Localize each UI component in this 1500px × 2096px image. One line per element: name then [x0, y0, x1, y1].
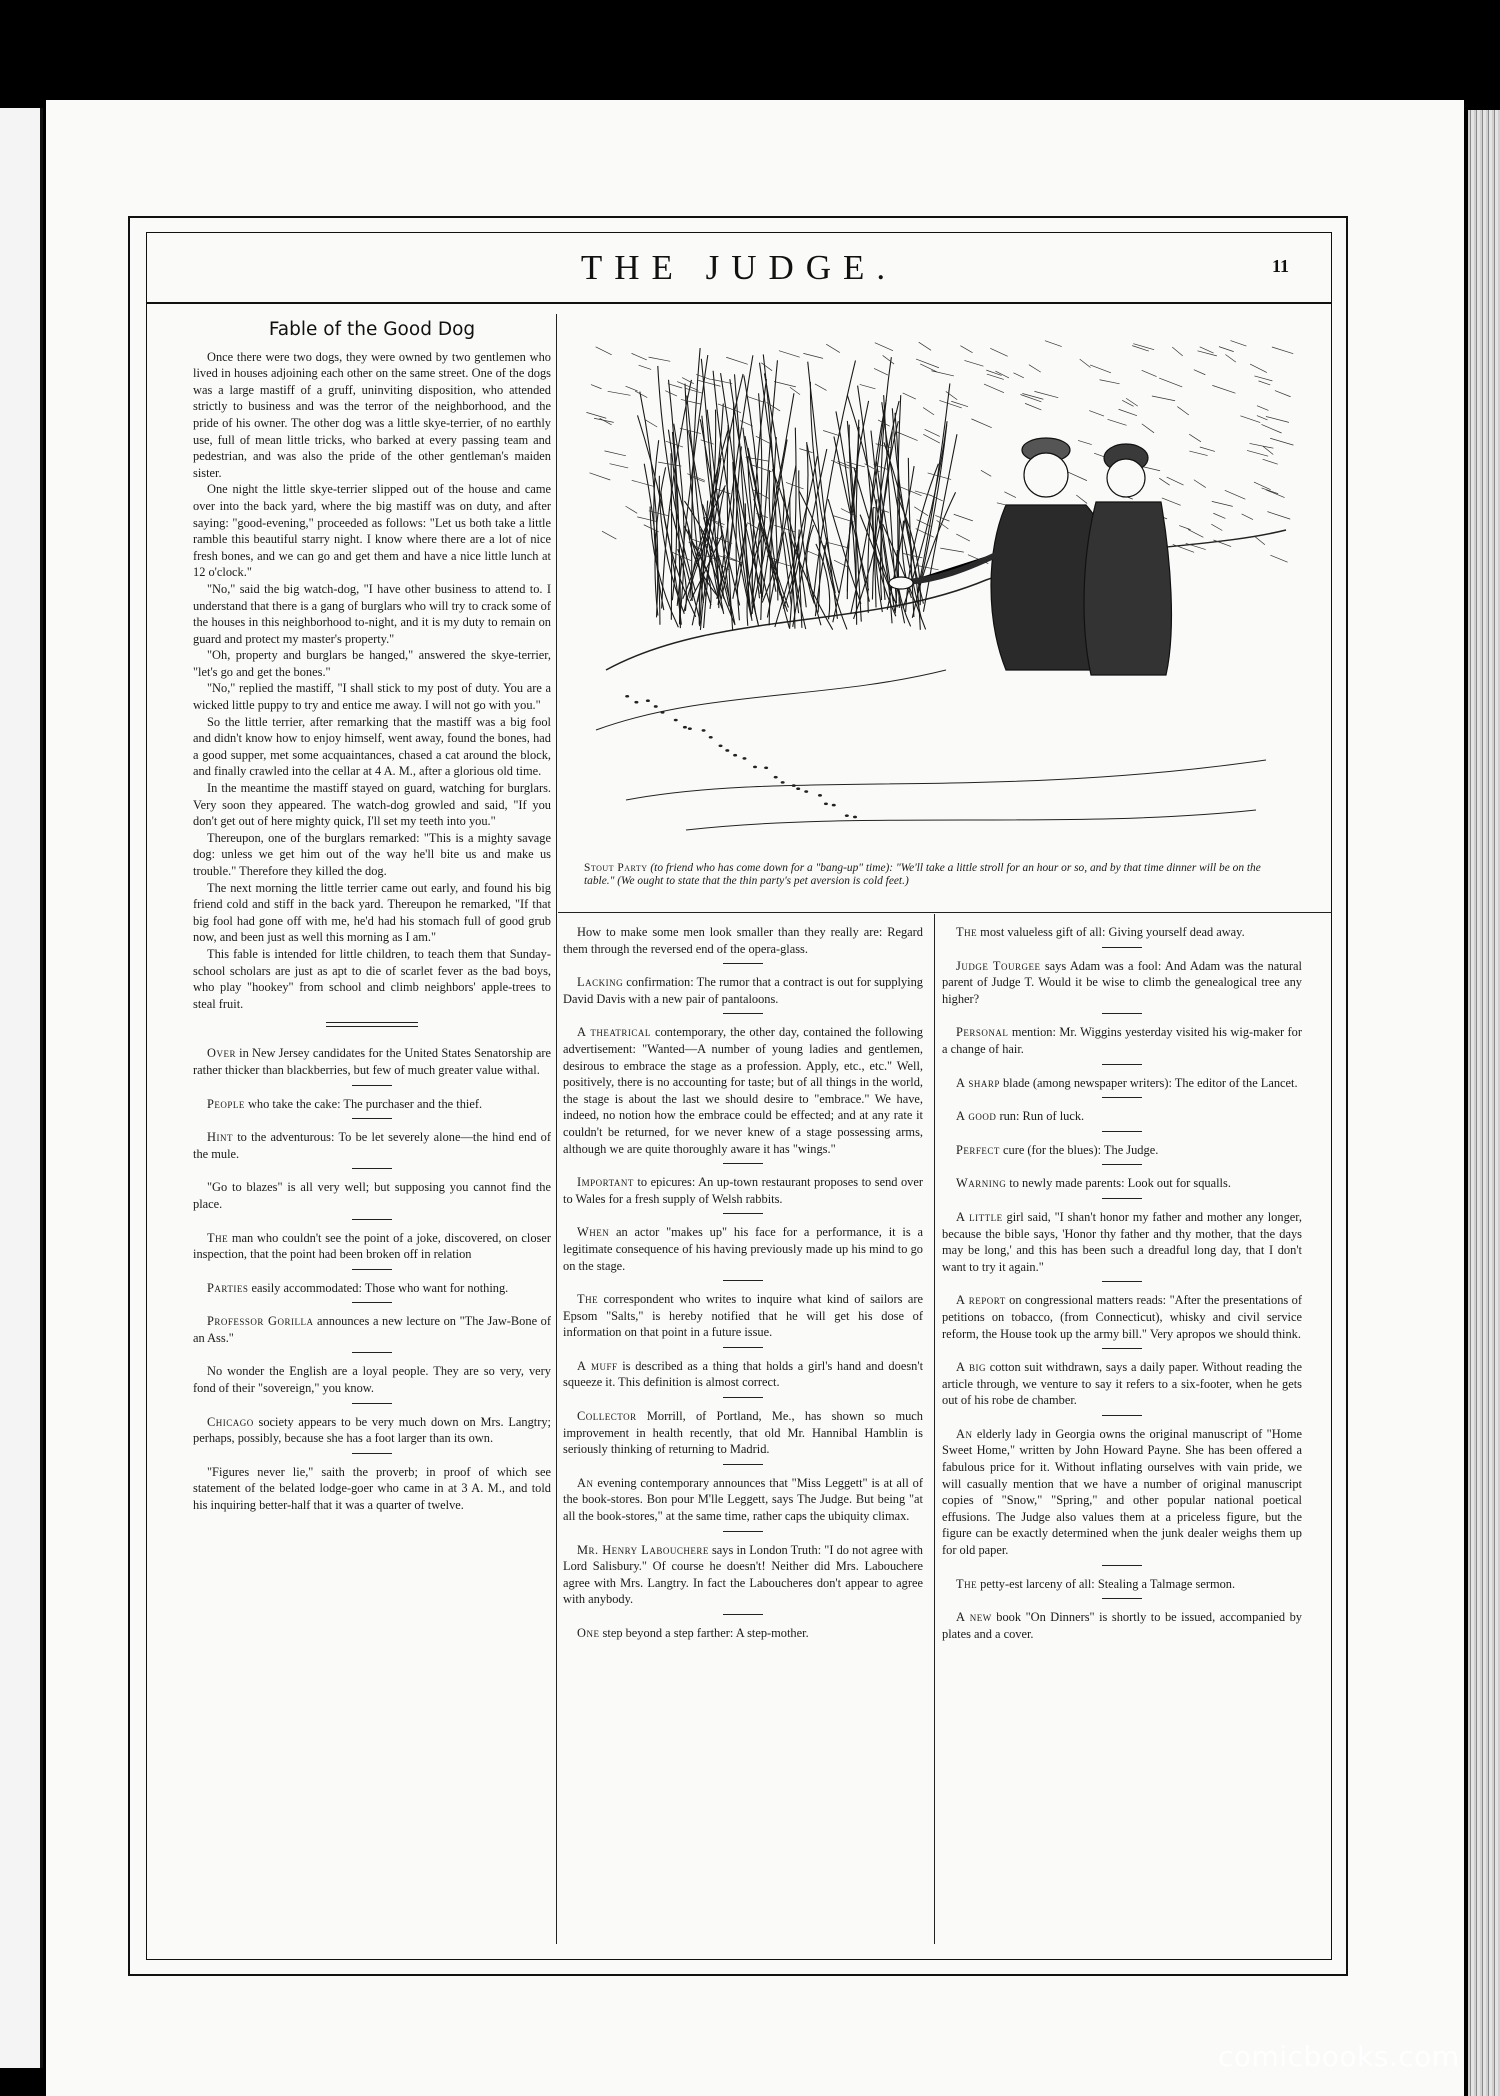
- paragraph: [563, 1024, 923, 1157]
- paragraph-text: says Adam was a fool: And Adam was the natural parent of Judge T. Would it be wise to climb the genealogical tree any higher?: [942, 958, 1302, 1006]
- paragraph: [563, 1291, 923, 1341]
- paragraph-text: easily accommodated: Those who want for nothing.: [248, 1280, 509, 1295]
- paragraph-lead: A report: [956, 1293, 1006, 1308]
- paragraph-lead: Parties: [207, 1280, 249, 1295]
- item-separator: [1102, 1198, 1142, 1199]
- illustration-bottom-rule: [558, 912, 1332, 913]
- paragraph-lead: A new: [956, 1610, 992, 1625]
- item-separator: [723, 1347, 763, 1348]
- paragraph: [193, 1363, 551, 1396]
- paragraph-text: mention: Mr. Wiggins yesterday visited his wig-maker for a change of hair.: [942, 1025, 1302, 1056]
- fable-paragraph: In the meantime the mastiff stayed on guard, watching for burglars. Very soon they appeared. The watch-dog growled and said, "If you don't get out of here mighty quick, I'll set my teeth into you.": [193, 781, 551, 829]
- paragraph: [193, 1464, 551, 1514]
- item-separator: [723, 1464, 763, 1465]
- paragraph-lead: A big: [956, 1360, 986, 1375]
- fable-title: Fable of the Good Dog: [268, 319, 476, 340]
- fable-paragraph: Thereupon, one of the burglars remarked: "This is a mighty savage dog: unless we get him out of the way he'll bite us and make us trouble." Therefore they killed the dog.: [193, 830, 551, 878]
- item-separator: [1102, 1348, 1142, 1349]
- paragraph-text: "Figures never lie," saith the proverb; in proof of which see statement of the belated lodge-goer who came in at 3 A. M., and told his inquiring better-half that it was a quarter of twelve.: [193, 1464, 551, 1513]
- paragraph-text: says in London Truth: "I do not agree with Lord Salisbury." Of course he doesn't! Neither did Mrs. Labouchere agree with Mrs. Langtry. In fact the Laboucheres don't appear to agree with anybody.: [563, 1542, 923, 1607]
- paragraph-lead: Hint: [207, 1130, 233, 1145]
- paragraph-lead: A sharp: [956, 1075, 1000, 1090]
- item-separator: [723, 1397, 763, 1398]
- paragraph-lead: Over: [207, 1046, 236, 1061]
- paragraph: [563, 1174, 923, 1207]
- paragraph-text: is described as a thing that holds a girl's hand and doesn't squeeze it. This definition is almost correct.: [563, 1358, 924, 1390]
- fable-body: [193, 349, 551, 1013]
- fable-paragraph: Once there were two dogs, they were owned by two gentlemen who lived in houses adjoining each other on the same street. One of the dogs was a large mastiff of a gruff, uninviting disposition, who attended strictly to business and was the terror of the neighborhood, and the pride of his owner. The other dog was a little skye-terrier, of no earthly use, full of mean little tricks, who barked at every passing team and pedestrian, and was also the pride of the other gentleman's maiden sister.: [193, 349, 551, 480]
- page-number: 11: [1272, 256, 1290, 276]
- paragraph-text: petty-est larceny of all: Stealing a Talmage sermon.: [977, 1576, 1236, 1591]
- paragraph: [563, 924, 923, 957]
- paragraph-text: most valueless gift of all: Giving yourself dead away.: [977, 925, 1245, 939]
- item-separator: [352, 1269, 392, 1270]
- paragraph: [942, 1024, 1302, 1057]
- fable-paragraph: "No," said the big watch-dog, "I have other business to attend to. I understand that there is a gang of burglars who will try to crack some of the houses in this neighborhood to-night, and it is my duty to remain on guard and protect my master's property.": [193, 581, 551, 646]
- paragraph-lead: The: [956, 925, 978, 939]
- item-separator: [723, 1013, 763, 1014]
- paragraph: [942, 1175, 1302, 1192]
- paragraph: [193, 1414, 551, 1447]
- item-separator: [1102, 1415, 1142, 1416]
- fable-paragraph: "Oh, property and burglars be hanged," answered the skye-terrier, "let's go and get the bones.": [193, 648, 551, 679]
- paragraph-text: man who couldn't see the point of a joke, discovered, on closer inspection, that the point had been broken off in relation: [193, 1230, 551, 1262]
- paragraph: [563, 1542, 923, 1608]
- item-separator: [352, 1302, 392, 1303]
- paragraph: [942, 1142, 1302, 1159]
- column-rule-right: [934, 914, 935, 1944]
- fable-paragraph: This fable is intended for little children, to teach them that Sunday-school scholars are just as apt to die of scarlet fever as the bad boys, who play "hookey" from school and climb neighbors' apple-trees to steal fruit.: [193, 946, 551, 1011]
- paragraph-lead: A theatrical: [577, 1025, 651, 1040]
- item-separator: [1102, 1131, 1142, 1132]
- item-separator: [352, 1118, 392, 1119]
- item-separator: [1102, 1281, 1142, 1282]
- paragraph: [942, 924, 1302, 941]
- paragraph-text: on congressional matters reads: "After the presentations of petitions on tobacco, (from Connecticut), whisky and civil service reform, the House took up the army bill." Very apropos we should think.: [942, 1293, 1303, 1341]
- paragraph-text: to the adventurous: To be let severely alone—the hind end of the mule.: [193, 1130, 551, 1161]
- paragraph-text: who take the cake: The purchaser and the thief.: [244, 1096, 483, 1111]
- paragraph-lead: A muff: [577, 1358, 618, 1373]
- paragraph-lead: A little: [956, 1209, 1003, 1224]
- paragraph: [942, 1108, 1302, 1125]
- paragraph-lead: The: [577, 1292, 599, 1307]
- paragraph: [193, 1179, 551, 1212]
- paragraph: [193, 1280, 551, 1297]
- item-separator: [1102, 1565, 1142, 1566]
- paragraph-lead: Mr. Henry Labouchere: [577, 1542, 709, 1557]
- paragraph-lead: When: [577, 1225, 610, 1240]
- paragraph: [942, 1609, 1302, 1642]
- paragraph-text: elderly lady in Georgia owns the original manuscript of "Home Sweet Home," written by John Howard Payne. She has been offered a fabulous price for it. Without inflating ourselves with vain pride, we will casually mention that we have a number of original manuscript copies of "Snow," "Spring," and other popular national poetical effusions. The Judge also values them at a priceless figure, but the figure can be exactly determined when the junk dealer weighs them up for old paper.: [942, 1426, 1302, 1558]
- paragraph: [942, 1359, 1302, 1409]
- masthead-rule: [146, 302, 1332, 304]
- paragraph-text: cure (for the blues): The Judge.: [999, 1142, 1159, 1157]
- paragraph: [193, 1313, 551, 1346]
- paragraph-lead: The: [207, 1230, 229, 1245]
- paragraph-lead: Judge Tourgee: [956, 958, 1041, 973]
- item-separator: [723, 1213, 763, 1214]
- paragraph-text: "Go to blazes" is all very well; but supposing you cannot find the place.: [193, 1180, 551, 1211]
- page-stack-edge: [1468, 110, 1500, 2096]
- paragraph-text: to epicures: An up-town restaurant proposes to send over to Wales for a fresh supply of Welsh rabbits.: [563, 1175, 923, 1206]
- paragraph-lead: Professor Gorilla: [207, 1314, 314, 1329]
- paragraph-lead: Collector: [577, 1409, 637, 1424]
- paragraph-lead: An: [577, 1475, 594, 1490]
- fable-paragraph: So the little terrier, after remarking that the mastiff was a big fool and didn't know how to enjoy himself, went away, found the bones, had a good supper, met some acquaintances, chased a cat around the block, and finally crawled into the cellar at 4 A. M., after a glorious old time.: [193, 714, 551, 779]
- thin-friend-figure: [1084, 444, 1171, 675]
- paragraph-text: society appears to be very much down on Mrs. Langtry; perhaps, possibly, because she has a foot larger than its own.: [193, 1414, 551, 1446]
- paragraph: [563, 1475, 923, 1525]
- paragraph: [942, 1209, 1302, 1275]
- paragraph-text: in New Jersey candidates for the United States Senatorship are rather thicker than blackberries, but few of much greater value withal.: [193, 1046, 551, 1077]
- paragraph-text: run: Run of luck.: [996, 1109, 1085, 1124]
- paragraph-lead: Important: [577, 1175, 634, 1190]
- column-2: [563, 924, 923, 1642]
- item-separator: [1102, 1013, 1142, 1014]
- paragraph-lead: An: [956, 1426, 973, 1441]
- item-separator: [1102, 1164, 1142, 1165]
- paragraph-lead: Chicago: [207, 1414, 254, 1429]
- paragraph: [563, 1358, 923, 1391]
- fable-paragraph: One night the little skye-terrier slipped out of the house and came over into the back yard, where the big mastiff was on duty, and after saying: "good-evening," proceeded as follows: "Let us both take a little ramble this beautiful starry night. I know where there are a lot of nice fresh bones, and we can go and get them and have a nice little lunch at 12 o'clock.": [193, 482, 551, 580]
- fable-paragraph: "No," replied the mastiff, "I shall stick to my post of duty. You are a wicked little puppy to try and entice me away. I will not go with you.": [193, 681, 551, 713]
- item-separator: [723, 1614, 763, 1615]
- column-1: [193, 319, 551, 1514]
- illustration-caption: [584, 862, 1280, 888]
- paragraph: [193, 1230, 551, 1263]
- section-divider: [326, 1022, 418, 1027]
- paragraph: [563, 1224, 923, 1274]
- caption-lead: Stout Party: [584, 862, 648, 874]
- paragraph-text: step beyond a step farther: A step-mother.: [599, 1626, 809, 1640]
- paragraph-text: Morrill, of Portland, Me., has shown so much improvement in health recently, that old Mr. Hannibal Hamblin is seriously thinking of returning to Madrid.: [563, 1409, 923, 1457]
- paragraph: [563, 1625, 923, 1642]
- paragraph: [563, 1408, 923, 1458]
- paragraph: [942, 1292, 1302, 1342]
- paragraph-text: evening contemporary announces that "Miss Leggett" is at all of the book-stores. Bon pour M'lle Leggett, says The Judge. But being "at all the book-stores," at the same time, rather caps the ubiquity climax.: [563, 1475, 923, 1524]
- fable-paragraph: The next morning the little terrier came out early, and found his big friend cold and stiff in the back yard. Thereupon he remarked, "If that big fool had gone off with me, he'd had his stomach full of good grub now, and been just as well this morning as I am.": [193, 880, 551, 945]
- snow-scene-illustration: [566, 330, 1296, 850]
- paragraph-text: girl said, "I shan't honor my father and mother any longer, because the bible says, 'Honor thy father and thy mother, that the days may be long,' and this has been such a dreadful long day, that I don't want to try it again.": [942, 1209, 1302, 1274]
- item-separator: [352, 1453, 392, 1454]
- item-separator: [352, 1168, 392, 1169]
- item-separator: [723, 1163, 763, 1164]
- paragraph: [942, 1075, 1302, 1092]
- paragraph: [942, 1576, 1302, 1593]
- paragraph-text: No wonder the English are a loyal people. They are so very, very fond of their "sovereign," you know.: [193, 1364, 551, 1396]
- paragraph-text: contemporary, the other day, contained the following advertisement: "Wanted—A number of young ladies and gentlemen, desirous to embrace the stage as a profession. Apply, etc., etc." Well, positively, there is no accounting for taste; but of all things in the world, the stage is about the last we should desire to "embrace." We have, indeed, no notion how the embrace could be effected; and at any rate it couldn't be returned, for we never knew of a stage possessing arms, although we are quite thoroughly aware it has "wings.": [563, 1025, 923, 1156]
- item-separator: [723, 1531, 763, 1532]
- paragraph-text: book "On Dinners" is shortly to be issued, accompanied by plates and a cover.: [942, 1610, 1303, 1641]
- paragraph-text: blade (among newspaper writers): The editor of the Lancet.: [999, 1075, 1298, 1090]
- paragraph: [193, 1096, 551, 1113]
- paragraph-lead: A good: [956, 1109, 997, 1124]
- paragraph-text: correspondent who writes to inquire what kind of sailors are Epsom "Salts," is hereby notified that he will get his dose of information on that point in a future issue.: [563, 1292, 923, 1340]
- paragraph-lead: Lacking: [577, 975, 624, 990]
- paragraph-lead: One: [577, 1626, 600, 1640]
- col1-paragraphs: [193, 1045, 551, 1513]
- paragraph: [193, 1129, 551, 1162]
- paragraph-text: announces a new lecture on "The Jaw-Bone of an Ass.": [193, 1314, 551, 1345]
- item-separator: [352, 1219, 392, 1220]
- item-separator: [352, 1403, 392, 1404]
- item-separator: [723, 1280, 763, 1281]
- item-separator: [1102, 1064, 1142, 1065]
- paragraph-lead: Personal: [956, 1025, 1009, 1040]
- paragraph: [942, 958, 1302, 1008]
- paragraph: [563, 974, 923, 1007]
- item-separator: [723, 963, 763, 964]
- column-3: [942, 924, 1302, 1642]
- item-separator: [352, 1352, 392, 1353]
- facing-page-edge: [0, 108, 40, 2068]
- stout-party-figure: [889, 438, 1119, 670]
- paragraph: [193, 1045, 551, 1078]
- paragraph-text: confirmation: The rumor that a contract is out for supplying David Davis with a new pair of pantaloons.: [563, 975, 923, 1006]
- item-separator: [1102, 1598, 1142, 1599]
- paragraph-lead: Warning: [956, 1176, 1007, 1191]
- paragraph-lead: Perfect: [956, 1142, 1000, 1157]
- paragraph-lead: The: [956, 1576, 978, 1591]
- paragraph-lead: People: [207, 1096, 245, 1111]
- watermark: comicbooks.com: [1218, 2040, 1460, 2073]
- item-separator: [352, 1085, 392, 1086]
- paragraph-text: How to make some men look smaller than they really are: Regard them through the reversed end of the opera-glass.: [563, 925, 923, 956]
- paragraph: [942, 1426, 1302, 1559]
- paragraph-text: an actor "makes up" his face for a performance, it is a legitimate consequence of his having previously made up his mind to go on the stage.: [563, 1225, 923, 1273]
- paragraph-text: cotton suit withdrawn, says a daily paper. Without reading the article through, we venture to say it refers to a six-footer, when he gets out of his robe de chamber.: [942, 1360, 1302, 1408]
- item-separator: [1102, 1097, 1142, 1098]
- caption-text: (to friend who has come down for a "bang-up" time): "We'll take a little stroll for an hour or so, and by that time dinner will be on the table." (We ought to state that the thin party's pet aversion is cold feet.): [584, 862, 1261, 887]
- column-rule-left: [556, 314, 557, 1944]
- item-separator: [1102, 947, 1142, 948]
- masthead-title: THE JUDGE.: [580, 248, 898, 287]
- paragraph-text: to newly made parents: Look out for squalls.: [1006, 1176, 1231, 1191]
